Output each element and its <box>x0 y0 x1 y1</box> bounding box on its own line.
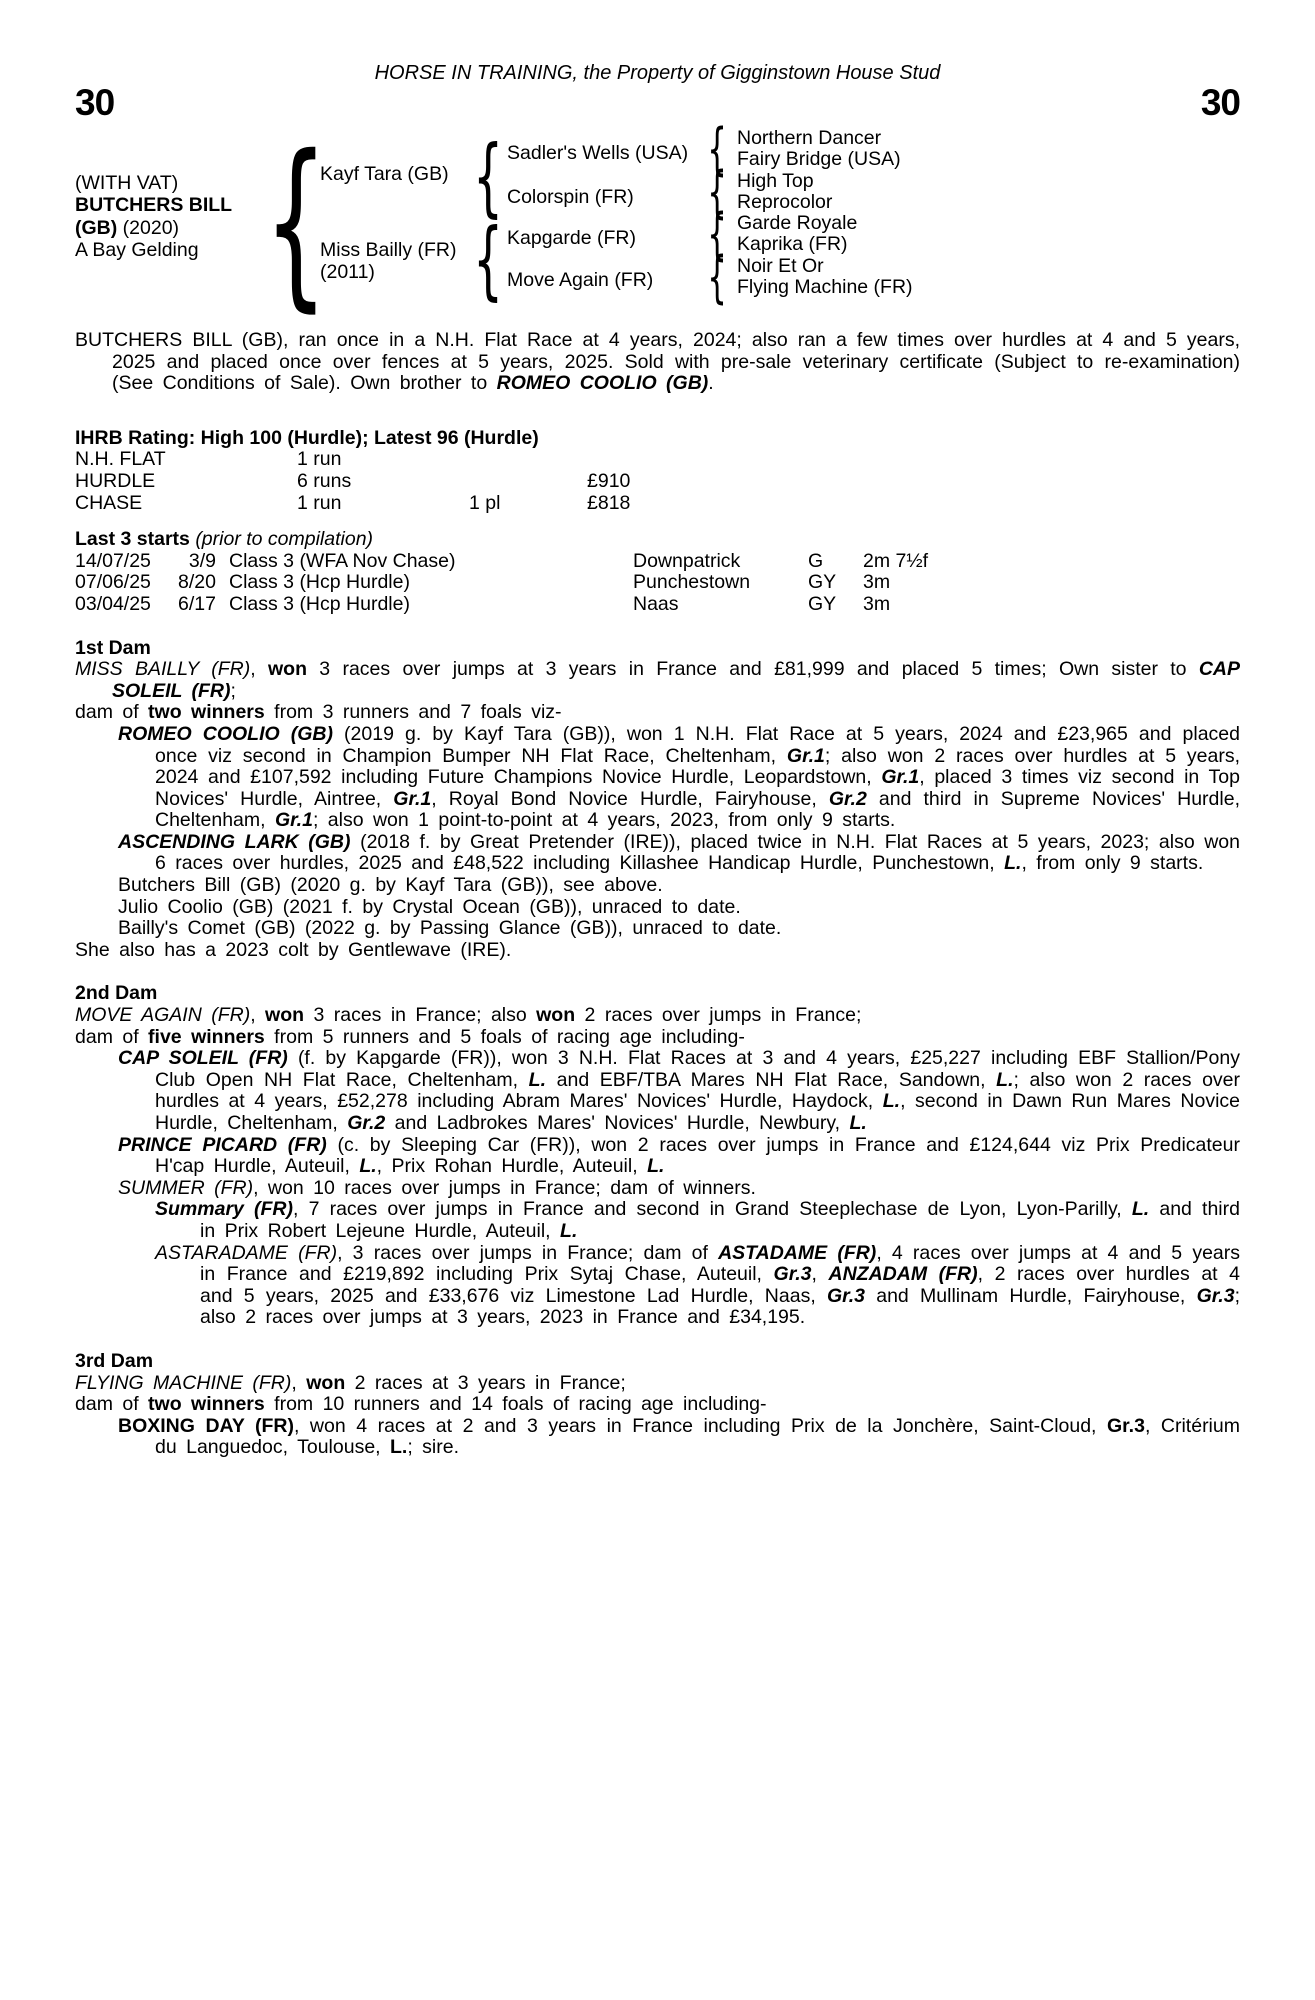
great-grandparent-5: Garde Royale <box>737 212 858 234</box>
dam-heading: 3rd Dam <box>75 1349 154 1372</box>
stats-row-nhflat <box>75 449 1240 471</box>
granddam-1: Colorspin (FR) <box>507 186 634 208</box>
race-class: Class 3 (WFA Nov Chase) <box>229 549 456 572</box>
catalogue-paragraph: She also has a 2023 colt by Gentlewave (IRE). <box>75 938 512 961</box>
stats-category: HURDLE <box>75 469 156 492</box>
stats-places <box>469 449 587 471</box>
great-grandparent-4: Reprocolor <box>737 191 833 213</box>
catalogue-paragraph: PRINCE PICARD (FR) (c. by Sleeping Car (FR)), won 2 races over jumps in France and £124,644 viz Prix Predicateur H'cap Hurdle, Auteuil, L., Prix Rohan Hurdle, Auteuil, L. <box>118 1133 1240 1178</box>
race-going: G <box>808 549 824 572</box>
great-grandparent-8: Flying Machine (FR) <box>737 276 913 298</box>
race-distance: 2m 7½f <box>863 549 929 572</box>
race-row <box>75 551 1240 573</box>
last3-heading <box>75 529 1240 551</box>
catalogue-body <box>75 330 1240 1459</box>
catalogue-paragraph: CAP SOLEIL (FR) (f. by Kapgarde (FR)), won 3 N.H. Flat Races at 3 and 4 years, £25,227 including EBF Stallion/Pony Club Open NH Flat Race, Cheltenham, L. and EBF/TBA Mares NH Flat Race, Sandown, L.; also won 2 races over hurdles at 4 years, £52,278 including Abram Mares' Novices' Hurdle, Haydock, L., second in Dawn Run Mares Novice Hurdle, Cheltenham, Gr.2 and Ladbrokes Mares' Novices' Hurdle, Newbury, L. <box>118 1047 1241 1134</box>
horse-foaling-year: (2020) <box>117 217 180 239</box>
dam-name: Miss Bailly (FR) <box>320 239 457 261</box>
race-finish: 3/9 <box>188 549 216 572</box>
race-date: 14/07/25 <box>75 549 151 572</box>
stats-runs: 1 run <box>297 491 342 514</box>
ihrb-section <box>75 428 1240 514</box>
dam-heading: 1st Dam <box>75 636 151 659</box>
race-class: Class 3 (Hcp Hurdle) <box>229 571 410 594</box>
stats-category: CHASE <box>75 491 143 514</box>
catalogue-paragraph: ROMEO COOLIO (GB) (2019 g. by Kayf Tara (GB)), won 1 N.H. Flat Race at 5 years, 2024 and £23,965 and placed once viz second in Champion Bumper NH Flat Race, Cheltenham, Gr.1; also won 2 races over hurdles at 5 years, 2024 and £107,592 including Future Champions Novice Hurdle, Leopardstown, Gr.1, placed 3 times viz second in Top Novices' Hurdle, Aintree, Gr.1, Royal Bond Novice Hurdle, Fairyhouse, Gr.2 and third in Supreme Novices' Hurdle, Cheltenham, Gr.1; also won 1 point-to-point at 4 years, 2023, from only 9 starts. <box>118 722 1240 832</box>
last3-note: (prior to compilation) <box>195 528 374 551</box>
stats-row-hurdle <box>75 471 1240 493</box>
stats-runs: 6 runs <box>297 469 352 492</box>
grandsire-1: Sadler's Wells (USA) <box>507 142 689 164</box>
horse-description: A Bay Gelding <box>75 239 199 261</box>
catalogue-paragraph: SUMMER (FR), won 10 races over jumps in France; dam of winners. <box>118 1176 756 1199</box>
catalogue-paragraph: Julio Coolio (GB) (2021 f. by Crystal Ocean (GB)), unraced to date. <box>118 895 741 918</box>
dam-year: (2011) <box>320 261 375 283</box>
stats-earnings <box>587 449 1240 471</box>
granddam-2: Move Again (FR) <box>507 269 654 291</box>
ihrb-rating-heading: IHRB Rating: High 100 (Hurdle); Latest 96 (Hurdle) <box>75 426 539 449</box>
catalogue-paragraph: FLYING MACHINE (FR), won 2 races at 3 years in France; <box>75 1371 626 1394</box>
stats-places <box>469 471 587 493</box>
race-course: Naas <box>633 592 679 615</box>
stats-places: 1 pl <box>469 491 501 514</box>
race-distance: 3m <box>863 592 891 615</box>
last3-starts-section <box>75 529 1240 615</box>
last3-title: Last 3 starts <box>75 528 190 551</box>
catalogue-paragraph: BOXING DAY (FR), won 4 races at 2 and 3 years in France including Prix de la Jonchère, Saint-Cloud, Gr.3, Critérium du Languedoc, Toulouse, L.; sire. <box>118 1414 1240 1459</box>
catalogue-paragraph: dam of two winners from 3 runners and 7 foals viz- <box>75 701 562 724</box>
catalogue-paragraph: Bailly's Comet (GB) (2022 g. by Passing Glance (GB)), unraced to date. <box>118 917 782 940</box>
intro-paragraph: BUTCHERS BILL (GB), ran once in a N.H. Flat Race at 4 years, 2024; also ran a few times over hurdles at 4 and 5 years, 2025 and placed once over fences at 5 years, 2025. Sold with pre-sale veterinary certificate (Subject to re-examination) (See Conditions of Sale). Own brother to ROMEO COOLIO (GB). <box>75 329 1240 395</box>
horse-country-suffix: (GB) <box>75 217 118 239</box>
pedigree-tree <box>0 0 1315 320</box>
race-date: 03/04/25 <box>75 592 151 615</box>
great-grandparent-6: Kaprika (FR) <box>737 233 848 255</box>
stats-earnings: £818 <box>587 491 631 514</box>
catalogue-paragraph: ASTARADAME (FR), 3 races over jumps in France; dam of ASTADAME (FR), 4 races over jumps at 4 and 5 years in France and £219,892 including Prix Sytaj Chase, Auteuil, Gr.3, ANZADAM (FR), 2 races over hurdles at 4 and 5 years, 2025 and £33,676 viz Limestone Lad Hurdle, Naas, Gr.3 and Mullinam Hurdle, Fairyhouse, Gr.3; also 2 races over jumps at 3 years, 2023 in France and £34,195. <box>155 1241 1241 1329</box>
race-finish: 8/20 <box>178 571 216 594</box>
great-grandparent-7: Noir Et Or <box>737 255 824 277</box>
dam-heading: 2nd Dam <box>75 982 158 1005</box>
horse-name: BUTCHERS BILL <box>75 194 233 216</box>
page-header-title: HORSE IN TRAINING, the Property of Gigginstown House Stud <box>374 62 941 84</box>
race-row <box>75 594 1240 616</box>
race-going: GY <box>808 592 837 615</box>
race-class: Class 3 (Hcp Hurdle) <box>229 592 410 615</box>
horse-suffix-year <box>75 218 179 239</box>
lot-number-left: 30 <box>75 82 115 123</box>
great-grandparent-2: Fairy Bridge (USA) <box>737 148 901 170</box>
dam-sections <box>75 638 1240 1459</box>
great-grandparent-1: Northern Dancer <box>737 127 882 149</box>
catalogue-paragraph: Summary (FR), 7 races over jumps in France and second in Grand Steeplechase de Lyon, Lyon-Parilly, L. and third in Prix Robert Lejeune Hurdle, Auteuil, L. <box>155 1198 1240 1242</box>
stats-category: N.H. FLAT <box>75 448 166 471</box>
catalogue-paragraph: dam of five winners from 5 runners and 5 foals of racing age including- <box>75 1025 745 1048</box>
catalogue-paragraph: Butchers Bill (GB) (2020 g. by Kayf Tara (GB)), see above. <box>118 874 663 897</box>
race-course: Punchestown <box>633 571 751 594</box>
catalogue-paragraph: MOVE AGAIN (FR), won 3 races in France; also won 2 races over jumps in France; <box>75 1004 862 1027</box>
race-date: 07/06/25 <box>75 571 151 594</box>
catalogue-paragraph: ASCENDING LARK (GB) (2018 f. by Great Pretender (IRE)), placed twice in N.H. Flat Races at 5 years, 2023; also won 6 races over hurdles, 2025 and £48,522 including Killashee Handicap Hurdle, Punchestown, L., from only 9 starts. <box>118 830 1240 875</box>
sire-name: Kayf Tara (GB) <box>320 163 449 185</box>
race-going: GY <box>808 571 837 594</box>
race-finish: 6/17 <box>178 592 216 615</box>
catalogue-paragraph: dam of two winners from 10 runners and 14 foals of racing age including- <box>75 1393 767 1416</box>
race-course: Downpatrick <box>633 549 741 572</box>
vat-note: (WITH VAT) <box>75 172 179 194</box>
catalogue-paragraph: MISS BAILLY (FR), won 3 races over jumps at 3 years in France and £81,999 and placed 5 times; Own sister to CAP SOLEIL (FR); <box>75 658 1240 702</box>
race-distance: 3m <box>863 571 891 594</box>
stats-earnings: £910 <box>587 469 631 492</box>
lot-number-right: 30 <box>1200 82 1240 123</box>
stats-runs: 1 run <box>297 448 342 471</box>
race-row <box>75 572 1240 594</box>
stats-row-chase <box>75 493 1240 515</box>
great-grandparent-3: High Top <box>737 170 814 192</box>
grandsire-2: Kapgarde (FR) <box>507 227 636 249</box>
